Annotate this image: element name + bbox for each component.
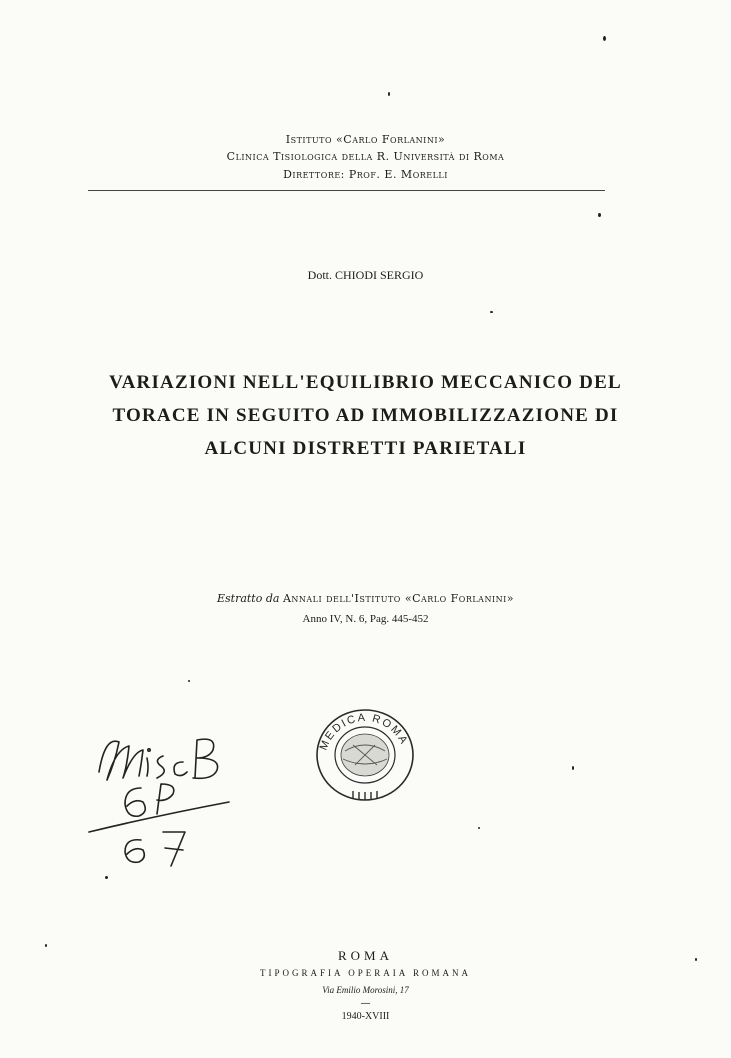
scan-speck: [478, 827, 480, 829]
title-line-3: ALCUNI DISTRETTI PARIETALI: [204, 438, 527, 459]
scan-speck: [603, 36, 606, 41]
scan-speck: [598, 213, 601, 217]
imprint-printer: TIPOGRAFIA OPERAIA ROMANA: [259, 968, 471, 978]
extract-issue: Anno IV, N. 6, Pag. 445-452: [302, 613, 429, 625]
extract-source: Annali dell'Istituto «Carlo Forlanini»: [282, 592, 515, 605]
handwritten-shelfmark: [85, 722, 245, 872]
author-name: Dott. CHIODI SERGIO: [307, 268, 424, 282]
imprint-street: Via Emilio Morosini, 17: [322, 985, 409, 995]
scan-speck: [188, 680, 190, 682]
scan-speck: [490, 311, 493, 313]
imprint-year: 1940-XVIII: [341, 1011, 390, 1022]
director-line: Direttore: Prof. E. Morelli: [283, 168, 448, 181]
header-divider: [88, 190, 605, 191]
extract-prefix: Estratto da: [216, 592, 280, 605]
imprint-city: ROMA: [337, 948, 393, 963]
title-line-1: VARIAZIONI NELL'EQUILIBRIO MECCANICO DEL: [109, 372, 622, 393]
clinic-name: Clinica Tisiologica della R. Università di Roma: [226, 150, 505, 163]
library-stamp: [313, 705, 418, 805]
title-line-2: TORACE IN SEGUITO AD IMMOBILIZZAZIONE DI: [112, 405, 619, 426]
institute-name: Istituto «Carlo Forlanini»: [285, 133, 446, 146]
extract-line: [0, 592, 731, 605]
scan-speck: [45, 944, 47, 947]
stamp-text: MEDICA ROMA: [317, 711, 411, 753]
scan-speck: [572, 766, 574, 770]
scan-speck: [105, 876, 108, 879]
scan-speck: [388, 92, 390, 96]
imprint-separator: —: [360, 998, 371, 1009]
